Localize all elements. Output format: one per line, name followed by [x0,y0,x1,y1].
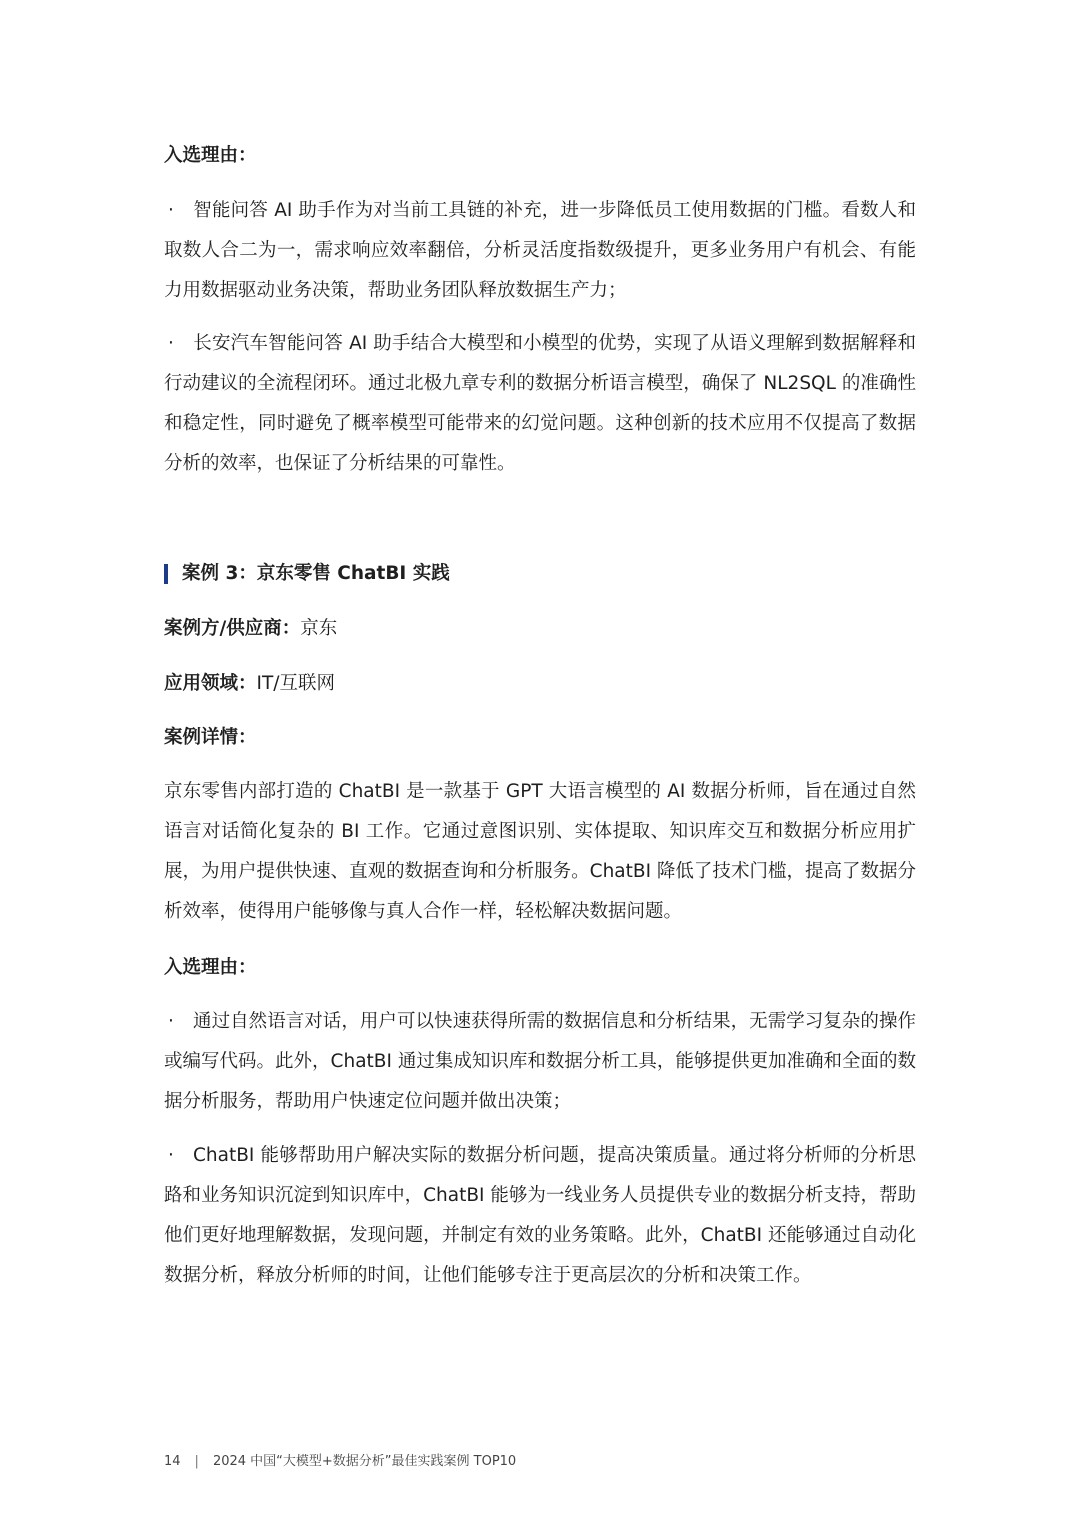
reason-bullet-1-1 [164,191,916,311]
reason-heading-1: 入选理由： [164,145,257,166]
reason-bullet-1-2 [164,324,916,484]
case-details-heading: 案例详情： [164,727,257,748]
case-provider-label: 案例方/供应商： [164,618,301,639]
reason-bullet-text: ChatBI 能够帮助用户解决实际的数据分析问题，提高决策质量。通过将分析师的分析思路和业务知识沉淀到知识库中，ChatBI 能够为一线业务人员提供专业的数据分析支持，帮助他们更好地理解数据，发现问题，并制定有效的业务策略。此外，ChatBI 还能够通过自动化数据分析，释放分析师的时间，让他们能够专注于更高层次的分析和决策工作。 [164,1145,916,1286]
reason-bullet-2-1 [164,1002,916,1122]
reason-heading-2: 入选理由： [164,957,257,978]
page-footer [164,1452,516,1472]
case-domain-label: 应用领域： [164,673,257,694]
reason-bullet-text: 智能问答 AI 助手作为对当前工具链的补充，进一步降低员工使用数据的门槛。看数人和取数人合二为一，需求响应效率翻倍，分析灵活度指数级提升，更多业务用户有机会、有能力用数据驱动业务决策，帮助业务团队释放数据生产力； [164,200,916,301]
case-details-text: 京东零售内部打造的 ChatBI 是一款基于 GPT 大语言模型的 AI 数据分析师，旨在通过自然语言对话简化复杂的 BI 工作。它通过意图识别、实体提取、知识库交互和数据分析应用扩展，为用户提供快速、直观的数据查询和分析服务。ChatBI 降低了技术门槛，提高了数据分析效率，使得用户能够像与真人合作一样，轻松解决数据问题。 [164,781,916,922]
case-title-accent-bar [164,564,168,584]
bullet-dot: · [168,333,174,354]
bullet-dot: · [168,1145,174,1166]
case-domain-value: IT/互联网 [256,673,336,694]
publication-title: 2024 中国“大模型+数据分析”最佳实践案例 TOP10 [212,1454,517,1469]
bullet-dot: · [168,1011,174,1032]
reason-bullet-text: 通过自然语言对话，用户可以快速获得所需的数据信息和分析结果，无需学习复杂的操作或编写代码。此外，ChatBI 通过集成知识库和数据分析工具，能够提供更加准确和全面的数据分析服务，帮助用户快速定位问题并做出决策； [164,1011,916,1112]
footer-separator: | [194,1454,199,1469]
case-provider [164,615,337,643]
case-3-title [164,560,450,588]
case-domain [164,670,335,698]
bullet-dot: · [168,200,174,221]
reason-bullet-2-2 [164,1136,916,1296]
page-number: 14 [164,1454,181,1469]
reason-bullet-text: 长安汽车智能问答 AI 助手结合大模型和小模型的优势，实现了从语义理解到数据解释和行动建议的全流程闭环。通过北极九章专利的数据分析语言模型，确保了 NL2SQL 的准确性和稳定性，同时避免了概率模型可能带来的幻觉问题。这种创新的技术应用不仅提高了数据分析的效率，也保证了分析结果的可靠性。 [164,333,916,474]
case-provider-value: 京东 [300,618,338,639]
case-title-text: 案例 3：京东零售 ChatBI 实践 [182,563,450,584]
